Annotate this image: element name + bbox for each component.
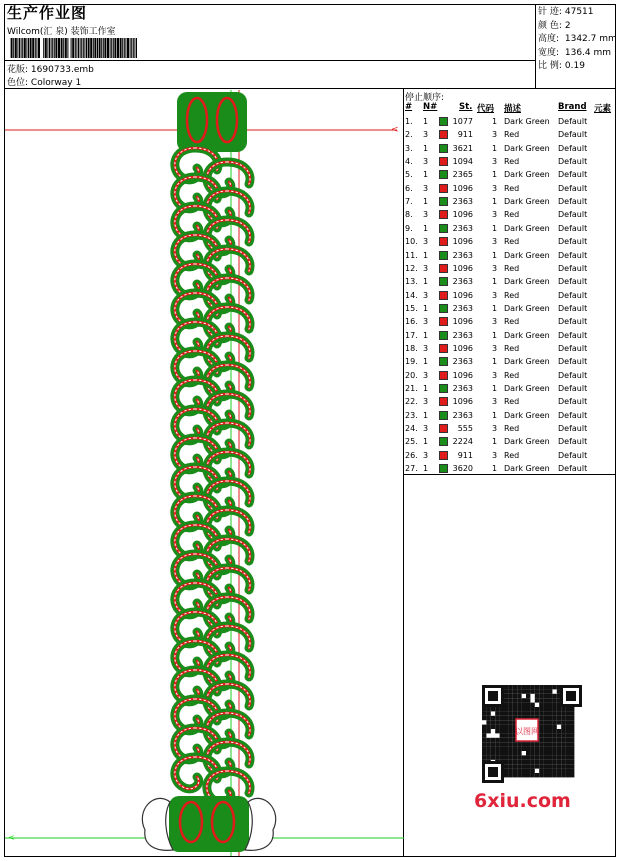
row-needle: 1 — [423, 303, 429, 313]
row-stitches: 555 — [457, 424, 473, 434]
colorway-row — [7, 75, 81, 88]
row-desc: Red — [504, 237, 520, 247]
watermark-text: 6xiu.com — [474, 790, 571, 812]
row-num: 17. — [405, 330, 418, 340]
row-num: 16. — [405, 317, 418, 327]
row-code: 1 — [492, 357, 498, 367]
row-needle: 1 — [423, 464, 429, 474]
color-swatch — [439, 117, 448, 126]
table-row — [404, 275, 616, 288]
page-title: 生产作业图 — [7, 4, 88, 22]
table-row — [404, 168, 616, 181]
table-row — [404, 155, 616, 168]
table-row — [404, 395, 616, 408]
row-code: 1 — [492, 170, 498, 180]
row-code: 1 — [492, 384, 498, 393]
row-brand: Default — [558, 290, 588, 300]
row-brand: Default — [558, 464, 588, 474]
row-needle: 1 — [423, 384, 429, 393]
col-num: # — [405, 102, 413, 112]
stat-colors: 颜 色: 2 — [538, 20, 571, 31]
row-brand: Default — [558, 263, 588, 273]
row-brand: Default — [558, 157, 588, 167]
embroidery-design — [5, 90, 404, 856]
table-row — [404, 302, 616, 315]
row-code: 1 — [492, 330, 498, 340]
stats-divider — [535, 4, 536, 88]
row-needle: 3 — [423, 290, 429, 300]
row-code: 1 — [492, 117, 498, 126]
table-row — [404, 142, 616, 155]
row-needle: 3 — [423, 130, 429, 140]
row-code: 1 — [492, 223, 498, 233]
row-num: 27. — [405, 464, 418, 474]
color-swatch — [439, 371, 448, 380]
row-stitches: 1096 — [452, 210, 473, 220]
color-swatch — [439, 251, 448, 260]
row-code: 1 — [492, 437, 498, 447]
row-code: 3 — [492, 157, 498, 167]
table-row — [404, 235, 616, 248]
color-swatch — [439, 317, 448, 326]
company-name: Wilcom(汇 泉) 装饰工作室 — [7, 27, 116, 37]
stat-width: 宽度: 136.4 mm — [538, 47, 612, 58]
row-num: 13. — [405, 277, 418, 287]
row-code: 1 — [492, 303, 498, 313]
col-needle: N# — [423, 102, 438, 112]
row-needle: 1 — [423, 170, 429, 180]
color-swatch — [439, 397, 448, 406]
color-swatch — [439, 210, 448, 219]
row-stitches: 1096 — [452, 263, 473, 273]
row-stitches: 1096 — [452, 343, 473, 353]
row-num: 19. — [405, 357, 418, 367]
row-needle: 3 — [423, 263, 429, 273]
row-brand: Default — [558, 143, 588, 153]
row-desc: Dark Green — [504, 117, 550, 126]
barcode-divider — [4, 60, 535, 61]
row-needle: 1 — [423, 410, 429, 420]
row-desc: Dark Green — [504, 250, 550, 260]
row-needle: 3 — [423, 317, 429, 327]
row-code: 3 — [492, 450, 498, 460]
row-desc: Dark Green — [504, 277, 550, 287]
row-code: 1 — [492, 410, 498, 420]
qr-code — [470, 681, 585, 786]
design-file-value: 1690733.emb — [30, 65, 94, 75]
row-stitches: 911 — [457, 450, 473, 460]
row-desc: Red — [504, 424, 520, 434]
row-stitches: 1096 — [452, 237, 473, 247]
row-desc: Red — [504, 317, 520, 327]
row-brand: Default — [558, 317, 588, 327]
row-brand: Default — [558, 330, 588, 340]
row-desc: Red — [504, 210, 520, 220]
row-num: 3. — [405, 143, 413, 153]
row-code: 1 — [492, 143, 498, 153]
row-needle: 1 — [423, 197, 429, 207]
row-code: 3 — [492, 317, 498, 327]
color-swatch — [439, 424, 448, 433]
table-row — [404, 435, 616, 448]
row-brand: Default — [558, 130, 588, 140]
row-desc: Dark Green — [504, 357, 550, 367]
row-stitches: 2365 — [452, 170, 473, 180]
barcode — [8, 38, 138, 58]
table-row — [404, 409, 616, 422]
stat-scale: 比 例: 0.19 — [538, 61, 585, 71]
table-row — [404, 195, 616, 208]
color-swatch — [439, 291, 448, 300]
color-swatch — [439, 264, 448, 273]
table-row — [404, 449, 616, 462]
row-brand: Default — [558, 117, 588, 126]
row-needle: 3 — [423, 397, 429, 407]
table-row — [404, 315, 616, 328]
table-row — [404, 249, 616, 262]
col-stitches: St. — [459, 102, 473, 112]
row-code: 3 — [492, 183, 498, 193]
table-header — [404, 102, 616, 113]
color-swatch — [439, 464, 448, 473]
row-stitches: 1096 — [452, 317, 473, 327]
color-swatch — [439, 157, 448, 166]
table-row — [404, 208, 616, 221]
row-num: 14. — [405, 290, 418, 300]
row-brand: Default — [558, 370, 588, 380]
row-code: 1 — [492, 250, 498, 260]
color-swatch — [439, 144, 448, 153]
row-brand: Default — [558, 437, 588, 447]
row-num: 5. — [405, 170, 413, 180]
row-brand: Default — [558, 250, 588, 260]
header-divider — [4, 88, 616, 89]
row-desc: Dark Green — [504, 410, 550, 420]
row-desc: Red — [504, 290, 520, 300]
col-brand: Brand — [558, 102, 587, 112]
row-num: 6. — [405, 183, 413, 193]
color-swatch — [439, 411, 448, 420]
row-desc: Dark Green — [504, 384, 550, 393]
row-num: 24. — [405, 424, 418, 434]
row-desc: Dark Green — [504, 437, 550, 447]
row-stitches: 2363 — [452, 197, 473, 207]
row-desc: Red — [504, 397, 520, 407]
table-row — [404, 222, 616, 235]
row-num: 21. — [405, 384, 418, 393]
row-needle: 3 — [423, 210, 429, 220]
color-swatch — [439, 130, 448, 139]
colorway-label: 色位: — [7, 78, 29, 88]
row-brand: Default — [558, 384, 588, 393]
table-row — [404, 329, 616, 342]
row-desc: Dark Green — [504, 464, 550, 474]
row-num: 18. — [405, 343, 418, 353]
row-stitches: 2224 — [452, 437, 473, 447]
row-num: 15. — [405, 303, 418, 313]
row-desc: Dark Green — [504, 143, 550, 153]
col-code: 代码 — [477, 104, 495, 114]
row-stitches: 2363 — [452, 410, 473, 420]
row-stitches: 2363 — [452, 277, 473, 287]
row-brand: Default — [558, 223, 588, 233]
table-row — [404, 342, 616, 355]
row-stitches: 2363 — [452, 303, 473, 313]
row-code: 3 — [492, 370, 498, 380]
row-stitches: 2363 — [452, 384, 473, 393]
row-num: 7. — [405, 197, 413, 207]
design-file-row — [7, 62, 94, 75]
row-num: 9. — [405, 223, 413, 233]
row-stitches: 2363 — [452, 357, 473, 367]
color-swatch — [439, 357, 448, 366]
table-row — [404, 128, 616, 141]
row-num: 10. — [405, 237, 418, 247]
row-num: 20. — [405, 370, 418, 380]
row-num: 2. — [405, 130, 413, 140]
col-element: 元素 — [594, 104, 612, 114]
row-needle: 1 — [423, 437, 429, 447]
row-desc: Red — [504, 263, 520, 273]
row-code: 1 — [492, 277, 498, 287]
row-needle: 1 — [423, 250, 429, 260]
design-preview — [5, 90, 404, 856]
row-desc: Red — [504, 343, 520, 353]
row-brand: Default — [558, 170, 588, 180]
row-stitches: 1096 — [452, 397, 473, 407]
stat-height: 高度: 1342.7 mm — [538, 34, 617, 44]
row-brand: Default — [558, 357, 588, 367]
table-row — [404, 182, 616, 195]
row-desc: Dark Green — [504, 170, 550, 180]
row-num: 1. — [405, 117, 413, 126]
table-row — [404, 382, 616, 395]
row-brand: Default — [558, 410, 588, 420]
table-row — [404, 355, 616, 368]
row-desc: Red — [504, 183, 520, 193]
stop-sequence-title: 停止顺序: — [405, 93, 445, 103]
table-row — [404, 262, 616, 275]
svg-text:<: < — [391, 125, 399, 135]
row-needle: 1 — [423, 277, 429, 287]
row-code: 3 — [492, 424, 498, 434]
svg-text:<: < — [8, 833, 15, 842]
row-num: 23. — [405, 410, 418, 420]
color-swatch — [439, 331, 448, 340]
row-stitches: 3621 — [452, 143, 473, 153]
row-stitches: 1096 — [452, 183, 473, 193]
stat-stitches: 针 迹: 47511 — [538, 7, 594, 17]
row-brand: Default — [558, 277, 588, 287]
stats-panel — [538, 6, 617, 74]
table-row — [404, 369, 616, 382]
row-num: 12. — [405, 263, 418, 273]
row-stitches: 1094 — [452, 157, 473, 167]
row-code: 3 — [492, 210, 498, 220]
svg-text:以图网: 以图网 — [515, 727, 539, 736]
color-swatch — [439, 197, 448, 206]
row-code: 3 — [492, 343, 498, 353]
row-stitches: 3620 — [452, 464, 473, 474]
row-num: 25. — [405, 437, 418, 447]
row-stitches: 2363 — [452, 250, 473, 260]
row-needle: 3 — [423, 370, 429, 380]
row-code: 3 — [492, 397, 498, 407]
color-swatch — [439, 184, 448, 193]
row-stitches: 1096 — [452, 370, 473, 380]
row-needle: 3 — [423, 450, 429, 460]
row-desc: Dark Green — [504, 330, 550, 340]
row-needle: 1 — [423, 143, 429, 153]
color-swatch — [439, 304, 448, 313]
row-num: 11. — [405, 250, 418, 260]
row-brand: Default — [558, 397, 588, 407]
col-desc: 描述 — [504, 104, 522, 114]
table-row — [404, 289, 616, 302]
row-needle: 1 — [423, 117, 429, 126]
table-row — [404, 422, 616, 435]
row-needle: 3 — [423, 237, 429, 247]
row-brand: Default — [558, 424, 588, 434]
color-swatch — [439, 384, 448, 393]
color-swatch — [439, 437, 448, 446]
row-brand: Default — [558, 450, 588, 460]
row-stitches: 2363 — [452, 330, 473, 340]
color-swatch — [439, 451, 448, 460]
colorway-value: Colorway 1 — [30, 78, 82, 88]
row-desc: Dark Green — [504, 223, 550, 233]
row-code: 3 — [492, 130, 498, 140]
row-needle: 3 — [423, 343, 429, 353]
row-code: 1 — [492, 464, 498, 474]
row-num: 22. — [405, 397, 418, 407]
table-row — [404, 115, 616, 128]
row-needle: 3 — [423, 157, 429, 167]
row-desc: Red — [504, 130, 520, 140]
row-brand: Default — [558, 197, 588, 207]
row-needle: 1 — [423, 330, 429, 340]
row-code: 3 — [492, 263, 498, 273]
row-num: 8. — [405, 210, 413, 220]
row-code: 3 — [492, 237, 498, 247]
color-swatch — [439, 344, 448, 353]
row-brand: Default — [558, 303, 588, 313]
row-desc: Dark Green — [504, 197, 550, 207]
row-num: 4. — [405, 157, 413, 167]
row-brand: Default — [558, 237, 588, 247]
row-stitches: 2363 — [452, 223, 473, 233]
row-brand: Default — [558, 183, 588, 193]
row-stitches: 1096 — [452, 290, 473, 300]
color-swatch — [439, 170, 448, 179]
row-needle: 3 — [423, 183, 429, 193]
row-brand: Default — [558, 343, 588, 353]
row-needle: 1 — [423, 223, 429, 233]
row-code: 1 — [492, 197, 498, 207]
row-needle: 1 — [423, 357, 429, 367]
design-file-label: 花版: — [7, 65, 29, 75]
color-swatch — [439, 224, 448, 233]
row-stitches: 1077 — [452, 117, 473, 126]
row-desc: Dark Green — [504, 303, 550, 313]
row-num: 26. — [405, 450, 418, 460]
row-needle: 3 — [423, 424, 429, 434]
row-desc: Red — [504, 450, 520, 460]
color-swatch — [439, 237, 448, 246]
table-row — [404, 462, 616, 475]
color-swatch — [439, 277, 448, 286]
row-desc: Red — [504, 157, 520, 167]
row-desc: Red — [504, 370, 520, 380]
row-brand: Default — [558, 210, 588, 220]
row-code: 3 — [492, 290, 498, 300]
row-stitches: 911 — [457, 130, 473, 140]
